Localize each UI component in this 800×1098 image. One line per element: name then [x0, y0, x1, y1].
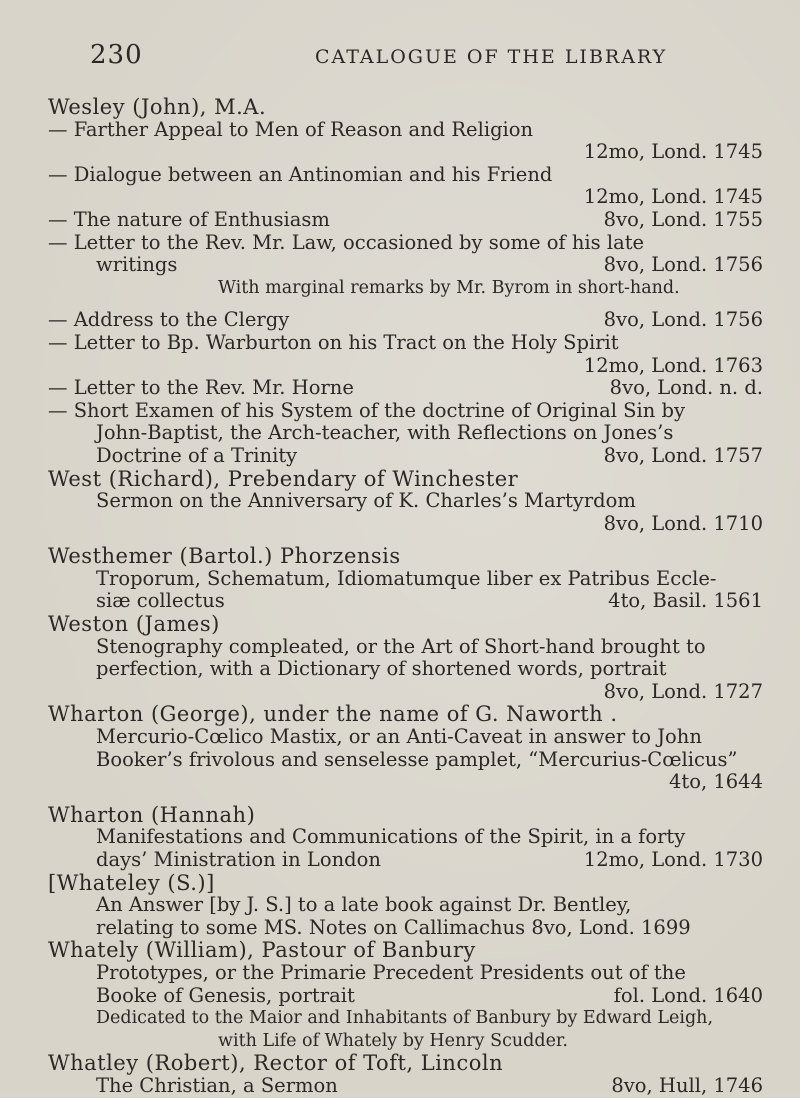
- entry-imprint: 8vo, Lond. 1727: [603, 679, 763, 703]
- entry-line: [48, 119, 763, 142]
- entry-text: — Farther Appeal to Men of Reason and Religion: [48, 117, 534, 141]
- entry-text: John-Baptist, the Arch-teacher, with Reflections on Jones’s: [96, 421, 674, 445]
- entry-text: — Short Examen of his System of the doctrine of Original Sin by: [48, 398, 685, 422]
- page-header: [90, 40, 730, 70]
- entry-imprint: 8vo, Lond. 1756: [603, 253, 763, 277]
- entry-note: [48, 277, 763, 300]
- entry-line: [48, 422, 763, 445]
- entry-imprint: 12mo, Lond. 1745: [583, 140, 763, 164]
- entry-line: [48, 681, 763, 704]
- entry-author: [48, 545, 763, 568]
- entry-line: [48, 332, 763, 355]
- entry-line: [48, 962, 763, 985]
- entry-line: [48, 445, 763, 468]
- page-number: 230: [90, 40, 143, 70]
- entry-note: [48, 1007, 763, 1030]
- entry-author: [48, 872, 763, 895]
- entry-text: writings: [96, 253, 178, 277]
- entry-text: Westhemer (Bartol.) Phorzensis: [48, 544, 401, 569]
- entry-text: siæ collectus: [96, 589, 225, 613]
- entry-imprint: 8vo, Hull, 1746: [611, 1073, 763, 1097]
- entry-text: — Dialogue between an Antinomian and his Friend: [48, 162, 553, 186]
- entry-line: [48, 1075, 763, 1098]
- entry-text: [Whateley (S.)]: [48, 870, 215, 895]
- entry-author: [48, 1052, 763, 1075]
- entry-line: [48, 309, 763, 332]
- entry-imprint: 4to, Basil. 1561: [608, 589, 763, 613]
- entry-text: Booke of Genesis, portrait: [96, 983, 355, 1007]
- entry-imprint: 4to, 1644: [668, 770, 763, 794]
- entry-author: [48, 613, 763, 636]
- running-head: CATALOGUE OF THE LIBRARY: [315, 46, 668, 68]
- entry-text: Stenography compleated, or the Art of Short-hand brought to: [96, 634, 706, 658]
- entry-line: [48, 985, 763, 1008]
- entry-text: Wharton (Hannah): [48, 802, 256, 827]
- entry-text: Dedicated to the Maior and Inhabitants of Banbury by Edward Leigh,: [96, 1008, 714, 1029]
- entry-author: [48, 804, 763, 827]
- entry-line: [48, 254, 763, 277]
- entry-imprint: 8vo, Lond. 1757: [603, 443, 763, 467]
- entry-imprint: fol. Lond. 1640: [613, 983, 763, 1007]
- entry-imprint: 12mo, Lond. 1763: [583, 353, 763, 377]
- entry-line: [48, 849, 763, 872]
- entry-note: [48, 1030, 763, 1053]
- entry-line: [48, 568, 763, 591]
- entry-text: — The nature of Enthusiasm: [48, 207, 330, 231]
- entry-imprint: 12mo, Lond. 1745: [583, 185, 763, 209]
- entry-text: Doctrine of a Trinity: [96, 443, 298, 467]
- entry-line: [48, 917, 763, 940]
- entry-text: — Letter to Bp. Warburton on his Tract on the Holy Spirit: [48, 330, 619, 354]
- entry-text: relating to some MS. Notes on Callimachus 8vo, Lond. 1699: [96, 915, 691, 939]
- entry-text: An Answer [by J. S.] to a late book against Dr. Bentley,: [96, 893, 632, 917]
- entry-line: [48, 186, 763, 209]
- entry-line: [48, 513, 763, 536]
- entry-text: The Christian, a Sermon: [96, 1073, 338, 1097]
- entry-text: Prototypes, or the Primarie Precedent Presidents out of the: [96, 960, 686, 984]
- entry-text: perfection, with a Dictionary of shortened words, portrait: [96, 657, 667, 681]
- entry-line: [48, 355, 763, 378]
- entry-text: With marginal remarks by Mr. Byrom in short-hand.: [218, 277, 680, 298]
- entry-line: [48, 826, 763, 849]
- entry-imprint: 8vo, Lond. 1756: [603, 308, 763, 332]
- entry-line: [48, 590, 763, 613]
- entry-author: [48, 703, 763, 726]
- entry-author: [48, 468, 763, 491]
- entry-text: Whatley (Robert), Rector of Toft, Lincoln: [48, 1051, 504, 1076]
- entry-imprint: 8vo, Lond. 1755: [603, 207, 763, 231]
- entry-imprint: 8vo, Lond. n. d.: [609, 376, 763, 400]
- entry-text: Wharton (George), under the name of G. Naworth .: [48, 702, 618, 727]
- entry-line: [48, 232, 763, 255]
- entry-text: with Life of Whately by Henry Scudder.: [218, 1030, 568, 1051]
- entry-line: [48, 164, 763, 187]
- entry-author: [48, 96, 763, 119]
- entry-text: — Letter to the Rev. Mr. Horne: [48, 376, 354, 400]
- entry-line: [48, 209, 763, 232]
- entry-imprint: 8vo, Lond. 1710: [603, 511, 763, 535]
- entry-text: Wesley (John), M.A.: [48, 95, 267, 119]
- entry-text: Booker’s frivolous and senselesse pamplet, “Mercurius-Cœlicus”: [96, 747, 738, 771]
- entry-line: [48, 726, 763, 749]
- entry-text: Whately (William), Pastour of Banbury: [48, 938, 476, 963]
- entry-line: [48, 141, 763, 164]
- entry-line: [48, 771, 763, 794]
- entry-text: — Address to the Clergy: [48, 308, 290, 332]
- entry-line: [48, 658, 763, 681]
- catalogue-entries: [48, 96, 763, 1098]
- entry-text: Troporum, Schematum, Idiomatumque liber ex Patribus Eccle-: [96, 566, 717, 590]
- entry-text: Manifestations and Communications of the Spirit, in a forty: [96, 825, 686, 849]
- entry-text: Sermon on the Anniversary of K. Charles’s Martyrdom: [96, 489, 636, 513]
- entry-text: Mercurio-Cœlico Mastix, or an Anti-Caveat in answer to John: [96, 725, 702, 749]
- entry-imprint: 12mo, Lond. 1730: [583, 848, 763, 871]
- entry-text: days’ Ministration in London: [96, 848, 381, 871]
- entry-line: [48, 490, 763, 513]
- entry-line: [48, 377, 763, 400]
- entry-line: [48, 749, 763, 772]
- entry-text: West (Richard), Prebendary of Winchester: [48, 466, 519, 491]
- entry-line: [48, 636, 763, 659]
- entry-text: Weston (James): [48, 612, 220, 637]
- entry-line: [48, 894, 763, 917]
- entry-line: [48, 400, 763, 423]
- entry-author: [48, 939, 763, 962]
- entry-text: — Letter to the Rev. Mr. Law, occasioned by some of his late: [48, 230, 645, 254]
